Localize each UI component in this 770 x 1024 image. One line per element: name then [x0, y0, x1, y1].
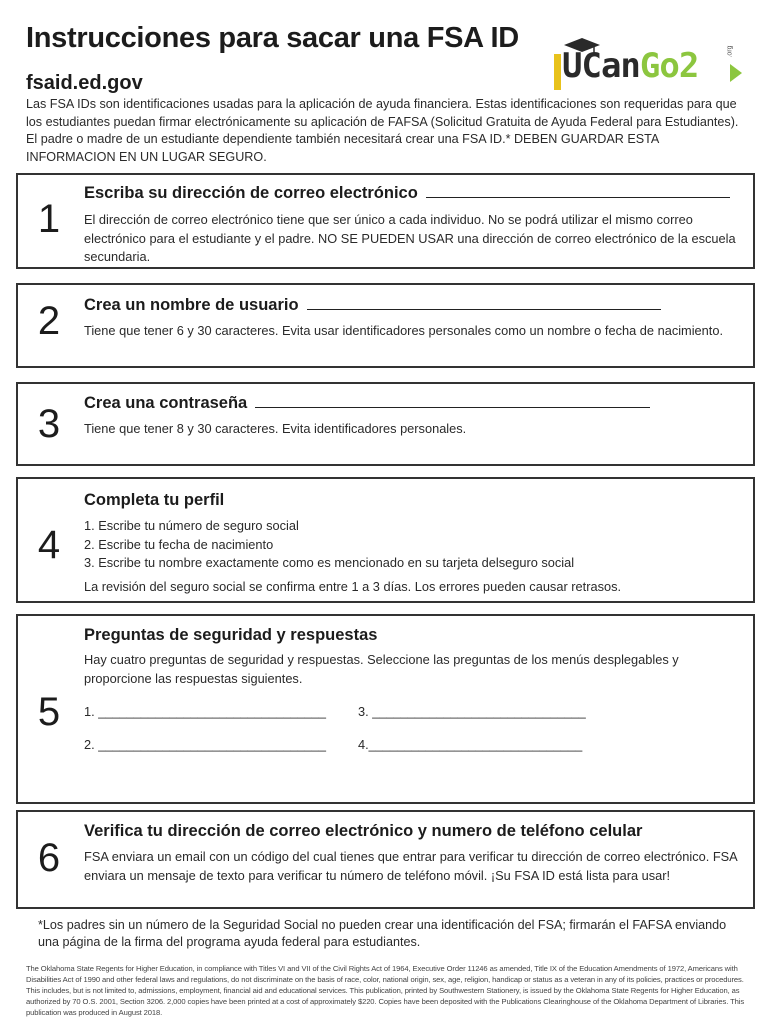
list-item: 3. Escribe tu nombre exactamente como es mencionado en su tarjeta delseguro social	[84, 555, 575, 570]
ucango2-logo	[548, 40, 748, 98]
security-answer-2-line: 2. ________________________________	[84, 737, 326, 752]
step-number: 6	[37, 836, 61, 880]
step-heading: Verifica tu dirección de correo electrónico y numero de teléfono celular	[84, 822, 643, 840]
footnote: *Los padres sin un número de la Seguridad Social no pueden crear una identificación del FSA; firmarán el FAFSA enviando una página de la firma del programa ayuda federal para estudiantes.	[38, 918, 727, 949]
step-heading-text: Crea una contraseña	[84, 394, 248, 412]
security-answer-3-line: 3. ______________________________	[358, 704, 586, 719]
username-write-line	[307, 309, 661, 310]
list-item: 1. Escribe tu número de seguro social	[84, 518, 299, 533]
security-answer-4-line: 4.______________________________	[358, 737, 583, 752]
step-note: La revisión del seguro social se confirma entre 1 a 3 días. Los errores pueden causar retrasos.	[84, 579, 622, 594]
password-write-line	[255, 407, 650, 408]
step-4-box	[16, 477, 755, 603]
logo-org-suffix: .org	[726, 45, 734, 58]
step-text: Hay cuatro preguntas de seguridad y respuestas. Seleccione las preguntas de los menús desplegables y proporcione las respuestas siguientes.	[84, 652, 679, 686]
step-text: Tiene que tener 8 y 30 caracteres. Evita identificadores personales.	[84, 421, 467, 436]
step-heading	[84, 296, 661, 315]
step-text: El dirección de correo electrónico tiene que ser único a cada individuo. No se podrá utilizar el mismo correo electrónico para el estudiante y el padre. NO SE PUEDEN USAR una dirección de correo electrónico de la escuela secundaria.	[84, 212, 736, 264]
intro-paragraph: Las FSA IDs son identificaciones usadas para la aplicación de ayuda financiera. Estas identificaciones son requeridas para que los estudiantes puedan firmar electrónicamente su aplicación de FAFSA (Solicitud Gratuita de Ayuda Federal para Estudiantes). El padre o madre de un estudiante dependiente también necesitará crear una FSA ID.* DEBEN GUARDAR ESTA INFORMACION EN UN LUGAR SEGURO.	[26, 97, 739, 164]
page-title: Instrucciones para sacar una FSA ID	[26, 22, 519, 54]
step-number: 2	[37, 299, 61, 343]
step-5-box	[16, 614, 755, 804]
step-heading	[84, 184, 730, 203]
step-heading-text: Crea un nombre de usuario	[84, 296, 299, 314]
step-number: 4	[37, 523, 61, 567]
step-1-box	[16, 173, 755, 269]
website-url: fsaid.ed.gov	[26, 72, 143, 94]
step-heading	[84, 394, 650, 413]
logo-bar-shape	[554, 54, 561, 90]
logo-arrow-icon	[730, 64, 742, 82]
step-heading: Completa tu perfil	[84, 491, 225, 509]
list-item: 2. Escribe tu fecha de nacimiento	[84, 536, 274, 552]
legal-fine-print: The Oklahoma State Regents for Higher Education, in compliance with Titles VI and VII of the Civil Rights Act of 1964, Executive Order 11246 as amended, Title IX of the Education Amendments of 1972, Americans with Disabilities Act of 1990 and other federal laws and regulations, do not discriminate on the basis of race, color, national origin, sex, age, religion, handicap or status as a veteran in any of its policies, practices or procedures. This includes, but is not limited to, admissions, employment, financial aid and educational services. This publication, printed by Southwestern Stationery, is issued by the Oklahoma State Regents for Higher Education, as authorized by 70 O.S. 2001, Section 3206. 2,000 copies have been printed at a cost of approximately $220. Copies have been deposited with the Publications Clearinghouse of the Oklahoma Department of Libraries. This publication was produced in August 2018.	[26, 964, 745, 1017]
step-number: 1	[37, 197, 61, 241]
step-2-box	[16, 283, 755, 368]
step-3-box	[16, 382, 755, 466]
step-heading-text: Escriba su dirección de correo electrónico	[84, 184, 418, 202]
step-text: FSA enviara un email con un código del cual tienes que entrar para verificar tu dirección de correo electrónico. FSA enviara un mensaje de texto para verificar tu número de teléfono móvil. ¡Su FSA ID está lista para usar!	[84, 849, 737, 883]
step-text: Tiene que tener 6 y 30 caracteres. Evita usar identificadores personales como un nombre o fecha de nacimiento.	[84, 323, 724, 338]
step-6-box	[16, 810, 755, 909]
step-heading: Preguntas de seguridad y respuestas	[84, 626, 378, 644]
step-number: 3	[37, 402, 61, 446]
logo-wordmark: UCanGo2	[562, 46, 699, 86]
step-number: 5	[37, 690, 61, 734]
profile-list	[84, 517, 744, 573]
security-answer-1-line: 1. ________________________________	[84, 704, 326, 719]
email-write-line	[426, 197, 730, 198]
